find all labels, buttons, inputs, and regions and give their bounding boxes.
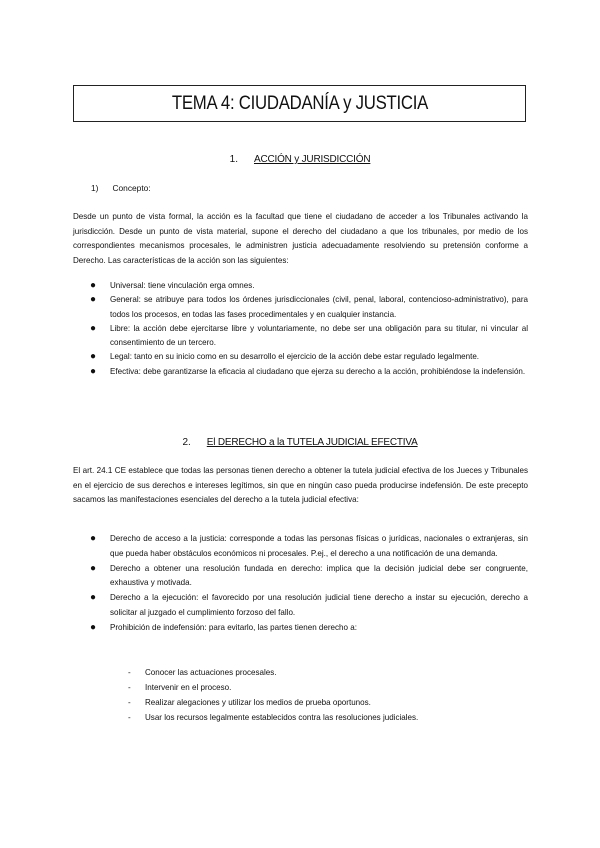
list-item: ● General: se atribuye para todos los órdenes jurisdiccionales (civil, penal, laboral, contencioso-administrativo), para todos los procesos, en todas las fases procedimentales y en cualquier instancia. bbox=[90, 294, 528, 319]
title-box bbox=[73, 85, 526, 122]
section-1-heading bbox=[0, 154, 600, 165]
bullet-icon: ● bbox=[90, 592, 97, 604]
list-item: ● Derecho a la ejecución: el favorecido por una resolución judicial tiene derecho a instar su ejecución, derecho a solicitar al juzgado el cumplimiento forzoso del fallo. bbox=[90, 592, 528, 617]
dash-icon: - bbox=[128, 683, 131, 693]
list-item: ● Libre: la acción debe ejercitarse libre y voluntariamente, no debe ser una obligación para su titular, ni vincular al consentimiento de un tercero. bbox=[90, 322, 528, 348]
list-item: - Conocer las actuaciones procesales. bbox=[73, 665, 528, 680]
bullet-icon: ● bbox=[90, 294, 97, 306]
list-item: - Usar los recursos legalmente establecidos contra las resoluciones judiciales. bbox=[73, 710, 528, 725]
manifestations-list bbox=[73, 532, 528, 636]
section-1-title: ACCIÓN y JURISDICCIÓN bbox=[253, 154, 371, 165]
bullet-icon: ● bbox=[90, 322, 97, 334]
paragraph-1: Desde un punto de vista formal, la acción es la facultad que tiene el ciudadano de acceder a los Tribunales activando la jurisdicción. Desde un punto de vista material, supone el derecho del ciudadano a que los tribunales, por medio de los correspondientes mecanismos procesales, le administren justicia adecuadamente resolviendo su pretensión conforme a Derecho. Las características de la acción son las siguientes: bbox=[73, 212, 528, 265]
list-item: ● Derecho de acceso a la justicia: corresponde a todas las personas físicas o jurídicas, nacionales o extranjeras, sin que pueda haber obstáculos económicos ni procesales. P.ej., el derecho a una notificación de una demanda. bbox=[90, 533, 528, 558]
characteristics-list bbox=[73, 279, 528, 379]
subsection-heading bbox=[91, 183, 151, 193]
rights-sublist bbox=[73, 665, 528, 725]
list-item: ● Universal: tiene vinculación erga omnes. bbox=[73, 279, 528, 293]
list-item: ● Prohibición de indefensión: para evitarlo, las partes tienen derecho a: bbox=[73, 621, 528, 636]
bullet-icon: ● bbox=[90, 351, 97, 363]
list-item: - Realizar alegaciones y utilizar los medios de prueba oportunos. bbox=[73, 695, 528, 710]
list-item: - Intervenir en el proceso. bbox=[73, 680, 528, 695]
page-title: TEMA 4: CIUDADANÍA y JUSTICIA bbox=[171, 92, 428, 114]
list-item: ● Efectiva: debe garantizarse la eficacia al ciudadano que ejerza su derecho a la acción, prohibiéndose la indefensión. bbox=[73, 365, 528, 379]
list-item: ● Derecho a obtener una resolución fundada en derecho: implica que la decisión judicial debe ser congruente, exhaustiva y motivada. bbox=[90, 562, 528, 588]
bullet-icon: ● bbox=[90, 621, 97, 633]
subsection-title: Concepto: bbox=[112, 183, 151, 193]
subsection-number: 1) bbox=[91, 183, 99, 193]
section-2-title: El DERECHO a la TUTELA JUDICIAL EFECTIVA bbox=[206, 437, 418, 448]
dash-icon: - bbox=[128, 668, 131, 677]
bullet-icon: ● bbox=[90, 533, 97, 544]
bullet-icon: ● bbox=[90, 280, 97, 291]
bullet-icon: ● bbox=[90, 562, 97, 574]
paragraph-2: El art. 24.1 CE establece que todas las personas tienen derecho a obtener la tutela judicial efectiva de los Jueces y Tribunales en el ejercicio de sus derechos e intereses legítimos, sin que en ningún caso pueda producirse indefensión. De este precepto sacamos las manifestaciones esenciales del derecho a la tutela judicial efectiva: bbox=[73, 466, 528, 505]
bullet-icon: ● bbox=[90, 365, 97, 377]
section-2-number: 2. bbox=[182, 437, 191, 448]
section-2-heading bbox=[0, 437, 600, 448]
section-1-number: 1. bbox=[229, 154, 238, 165]
dash-icon: - bbox=[128, 713, 131, 723]
list-item: ● Legal: tanto en su inicio como en su desarrollo el ejercicio de la acción debe estar regulado legalmente. bbox=[73, 350, 528, 364]
dash-icon: - bbox=[128, 698, 131, 708]
